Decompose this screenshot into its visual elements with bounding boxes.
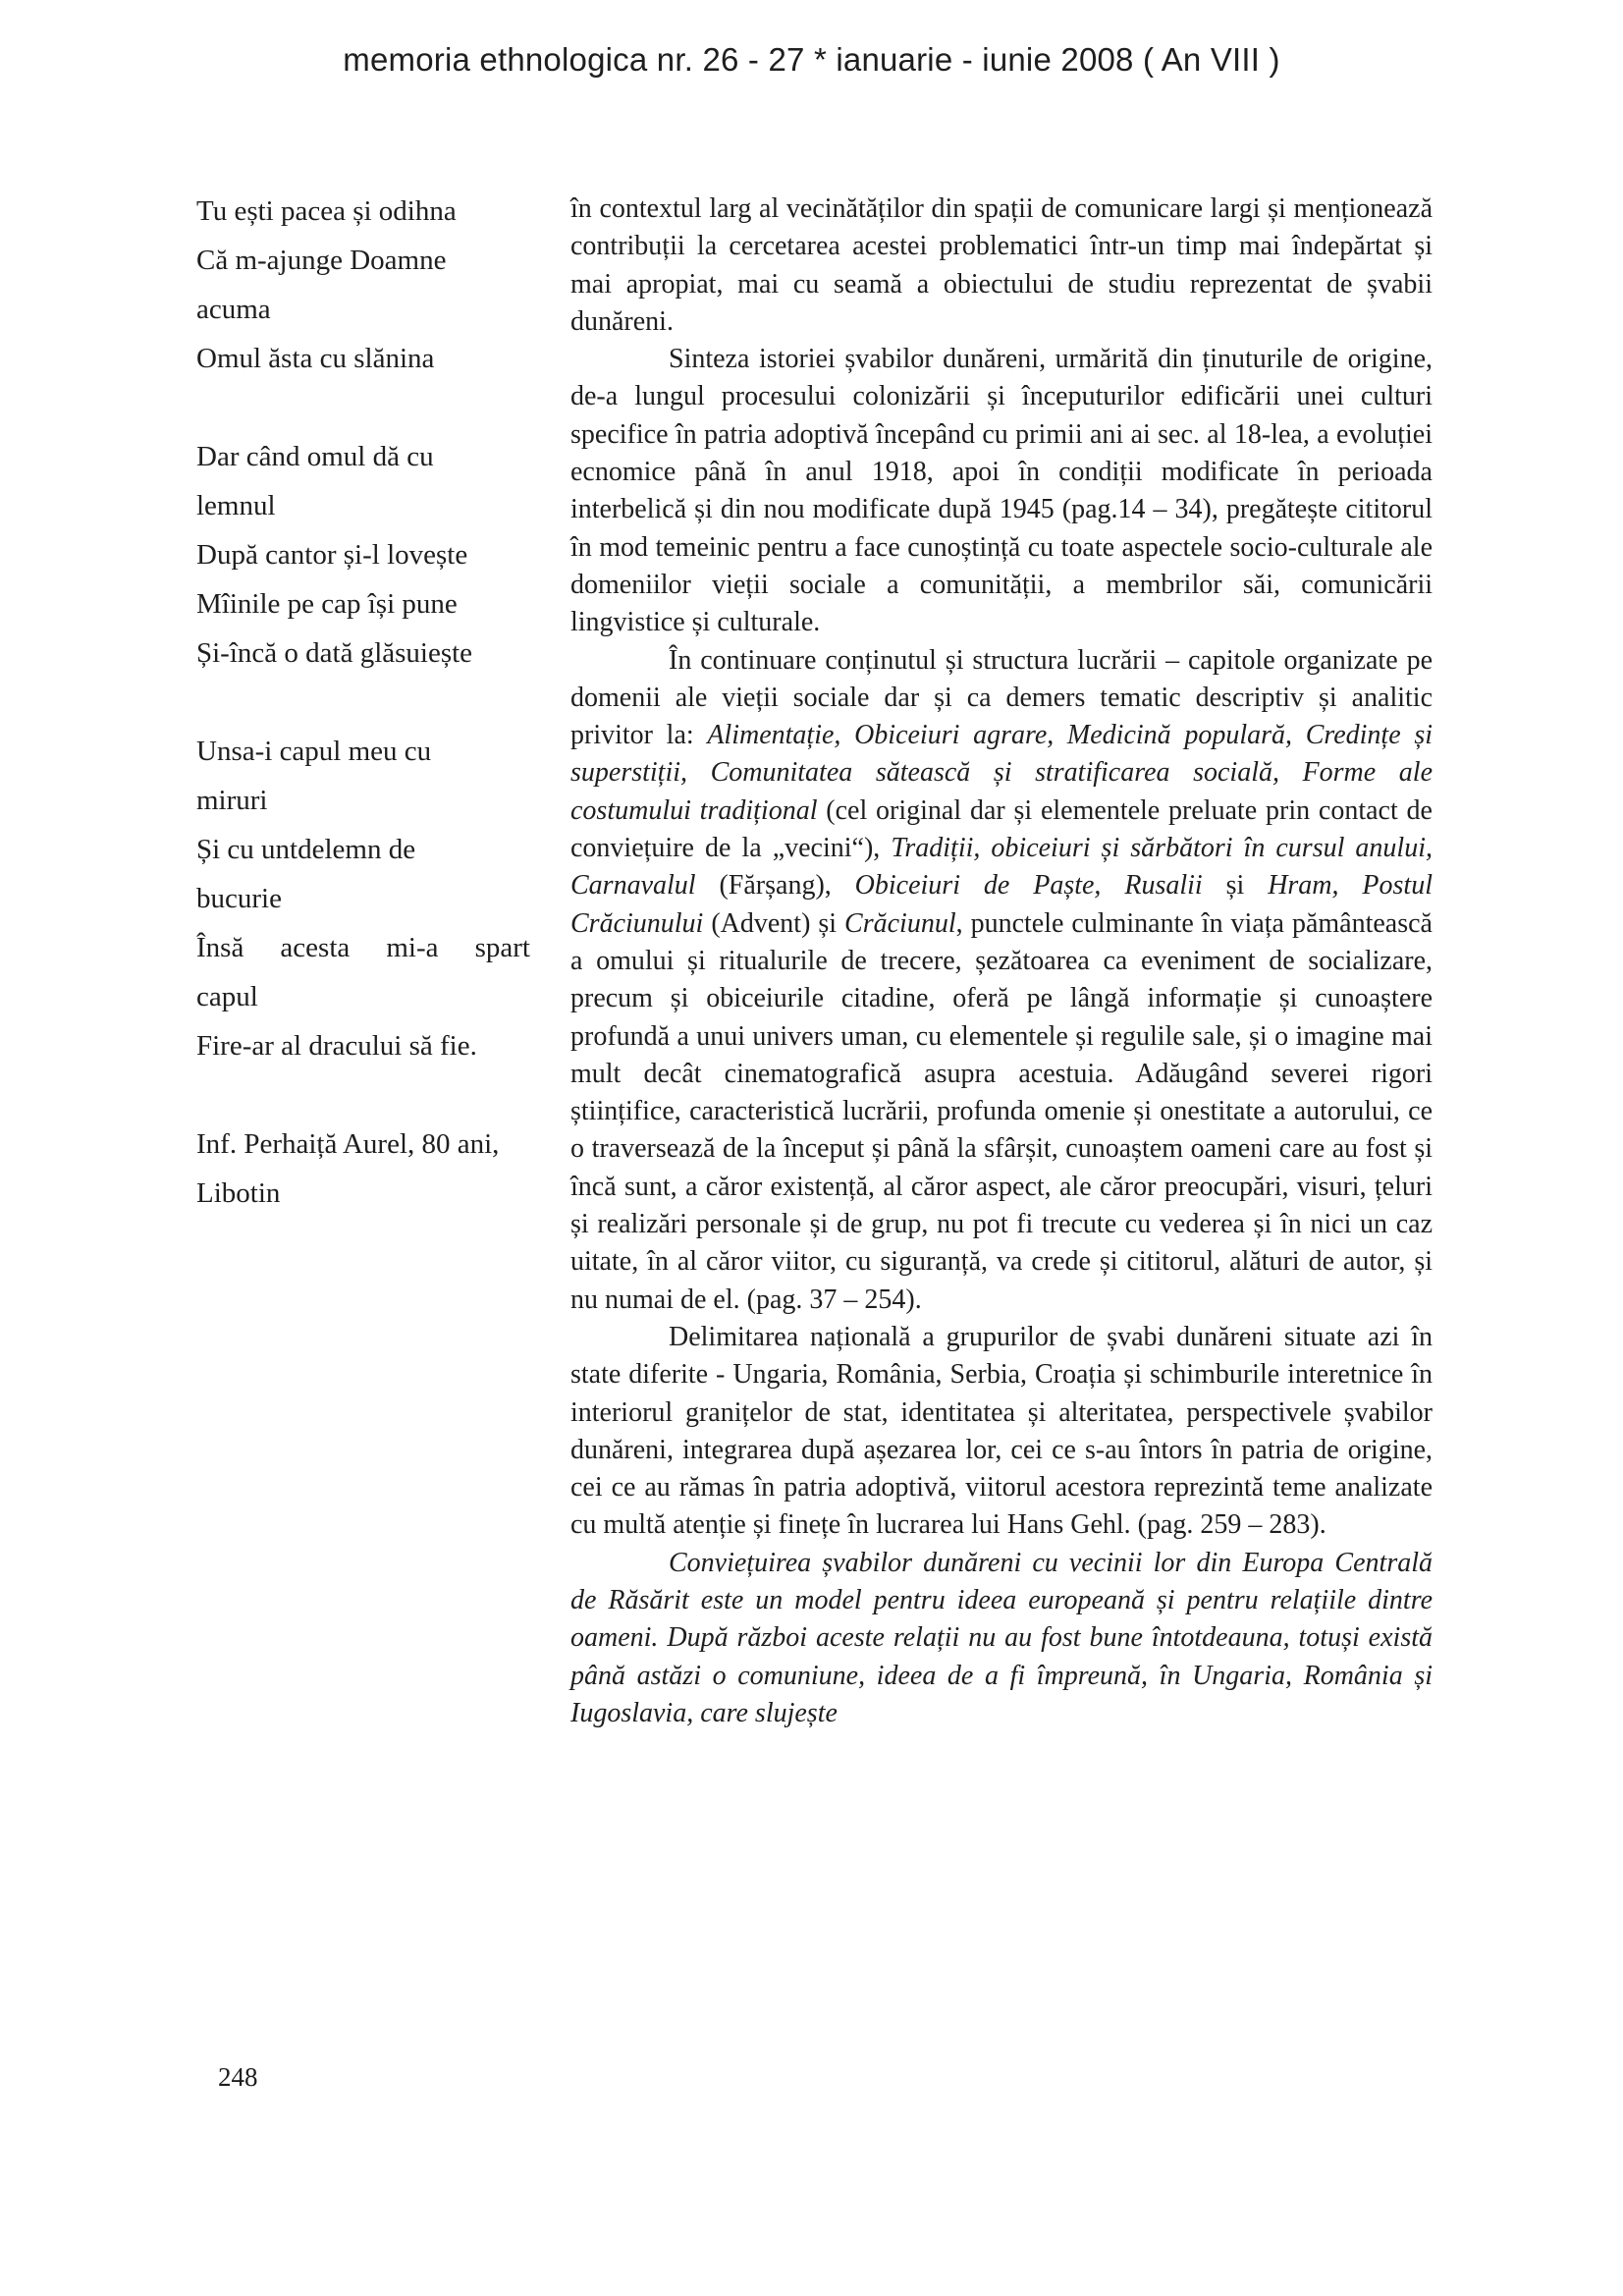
italic-topic-list: Obiceiuri de Paște, Rusalii [854, 870, 1203, 902]
poem-line: Fire-ar al dracului să fie. [196, 1030, 477, 1062]
poem-stanza [196, 187, 530, 383]
page-number: 248 [218, 2062, 258, 2092]
informant-line: Libotin [196, 1177, 281, 1209]
poem-line: Dar când omul dă cu [196, 441, 434, 472]
poem-line: Unsa-i capul meu cu [196, 736, 432, 767]
paragraph-text: (Fărșang), [695, 870, 855, 902]
poem-line: Mîinile pe cap își pune [196, 588, 458, 620]
article-column [570, 191, 1433, 1732]
poem-line: Că m-ajunge Doamne [196, 245, 447, 276]
running-header: memoria ethnologica nr. 26 - 27 * ianuarie - iunie 2008 ( An VIII ) [343, 41, 1280, 78]
informant-line: Inf. Perhaiță Aurel, 80 ani, [196, 1128, 500, 1160]
poem-line: bucurie [196, 883, 282, 914]
italic-topic-list: Hram, Postul Crăciunului [570, 870, 1433, 939]
informant-credit [196, 1120, 530, 1218]
poem-line: După cantor și-l lovește [196, 539, 468, 571]
paragraph-text: (Advent) și [703, 907, 845, 939]
poem-line: Omul ăsta cu slănina [196, 343, 435, 374]
italic-topic-list: Crăciunul [844, 907, 956, 939]
article-paragraph [570, 642, 1433, 1319]
italic-topic-list: Alimentație, Obiceiuri agrare, Medicină populară, Credințe și superstiții, Comunitatea sătească și stratificarea socială, Forme ale costumului tradițional [570, 720, 1433, 826]
poem-line: Și cu untdelemn de [196, 834, 416, 865]
poem-column [196, 187, 530, 1267]
article-paragraph: Delimitarea națională a grupurilor de șvabi dunăreni situate azi în state diferite - Ungaria, România, Serbia, Croația și schimburile interetnice în interiorul granițelor de stat, identitatea și alteritatea, perspectivele șvabilor dunăreni, integrarea după așezarea lor, cei ce s-au întors în patria de origine, cei ce au rămas în patria adoptivă, viitorul acestora reprezintă teme analizate cu multă atenție și finețe în lucrarea lui Hans Gehl. (pag. 259 – 283). [570, 1321, 1433, 1541]
paragraph-text: În continuare conținutul și structura lucrării – capitole organizate pe domenii ale vieții sociale dar și ca demers tematic descriptiv și analitic privitor la: [570, 644, 1433, 751]
paragraph-text: , punctele culminante în viața pământească a omului și ritualurile de trecere, șezătoarea ca eveniment de socializare, precum și obiceiurile citadine, oferă pe lângă informație și cunoaștere profundă a unui univers uman, cu elementele și regulile sale, și o imagine mai mult decât cinematografică asupra acestuia. Adăugând severei rigori științifice, caracteristică lucrării, profunda omenie și onestitate a autorului, ce o traversează de la început și până la sfârșit, cunoaștem oameni care au fost și încă sunt, a căror existență, al căror aspect, ale căror preocupări, visuri, țeluri și realizări personale și de grup, nu pot fi trecute cu vederea și în nici un caz uitate, în al căror viitor, cu siguranță, va crede și cititorul, alături de autor, și nu numai de el. (pag. 37 – 254). [570, 907, 1433, 1315]
poem-line: Tu ești pacea și odihna [196, 195, 457, 227]
paragraph-text: și [1202, 870, 1269, 902]
poem-line: Însă acesta mi-a spart [196, 932, 530, 963]
poem-line: Și-încă o dată glăsuiește [196, 637, 473, 669]
poem-stanza [196, 727, 530, 1070]
poem-stanza [196, 432, 530, 678]
poem-line: miruri [196, 785, 268, 816]
article-paragraph: în contextul larg al vecinătăților din spații de comunicare largi și menționează contribuții la cercetarea acestei problematici într-un timp mai îndepărtat și mai apropiat, mai cu seamă a obiectului de studiu reprezentat de șvabii dunăreni. [570, 193, 1433, 337]
article-paragraph-italic: Conviețuirea șvabilor dunăreni cu vecinii lor din Europa Centrală de Răsărit este un model pentru ideea europeană și pentru relațiile dintre oameni. După război aceste relații nu au fost bune întotdeauna, totuși există până astăzi o comuniune, ideea de a fi împreună, în Ungaria, România și Iugoslavia, care slujește [570, 1547, 1433, 1728]
poem-line: lemnul [196, 490, 276, 521]
italic-topic-list: Tradiții, obiceiuri și sărbători în cursul anului, Carnavalul [570, 833, 1433, 902]
paragraph-text: (cel original dar și elementele preluate prin contact de conviețuire de la „vecini“), [570, 794, 1433, 864]
poem-line: capul [196, 981, 258, 1012]
poem-line: acuma [196, 294, 271, 325]
article-paragraph: Sinteza istoriei șvabilor dunăreni, urmărită din ținuturile de origine, de-a lungul procesului colonizării și începuturilor edificării unei culturi specifice în patria adoptivă începând cu primii ani ai sec. al 18-lea, a evoluției ecnomice până în anul 1918, apoi în condiții modificate în perioada interbelică și din nou modificate după 1945 (pag.14 – 34), pregătește cititorul în mod temeinic pentru a face cunoștință cu toate aspectele socio-culturale ale domeniilor vieții sociale a comunității, a membrilor săi, comunicării lingvistice și culturale. [570, 344, 1433, 638]
